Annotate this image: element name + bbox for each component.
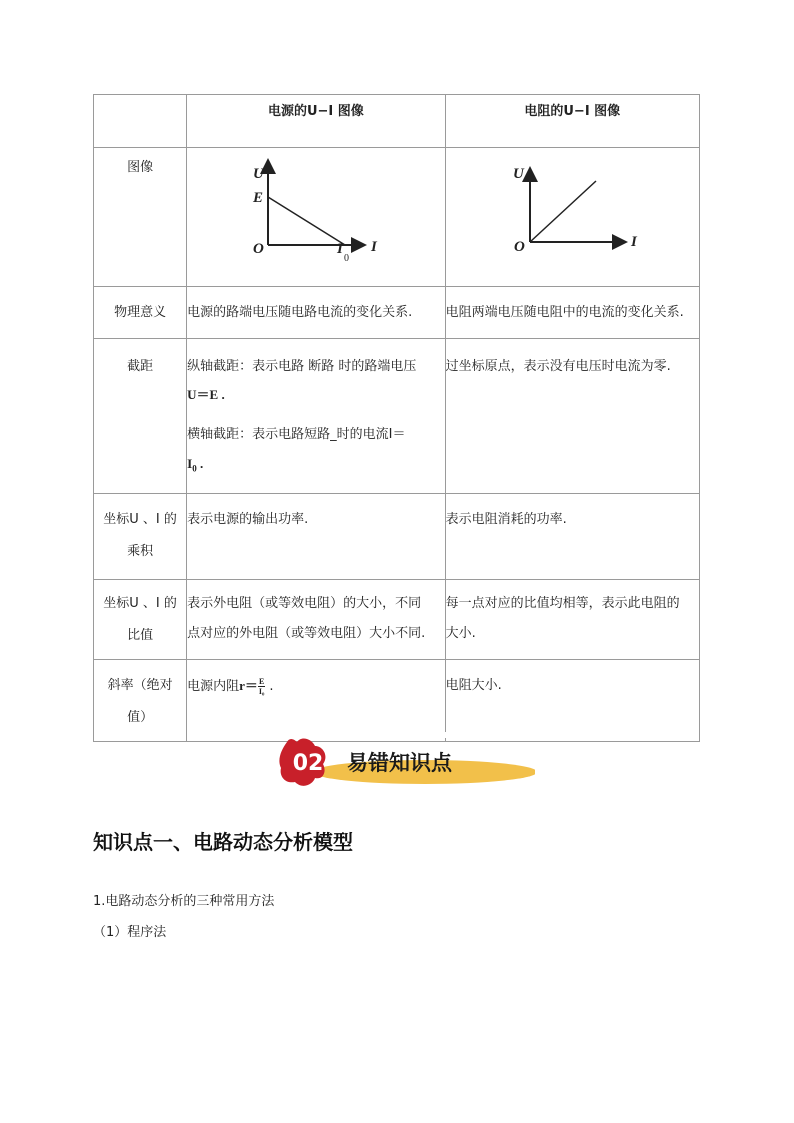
source-ui-graph bbox=[187, 148, 444, 272]
header-power-source: 电源的U−I 图像 bbox=[187, 95, 445, 148]
source-ui-graph-cell bbox=[187, 148, 445, 287]
graph1-origin-label: O bbox=[253, 241, 264, 257]
header-resistor: 电阻的U−I 图像 bbox=[445, 95, 699, 148]
graph2-line bbox=[530, 181, 596, 242]
slope-fraction: $\frac{E}{\text{I₀}}$ bbox=[258, 677, 265, 696]
table-row-ratio bbox=[94, 580, 700, 660]
row-label-slope-line2: 值） bbox=[127, 710, 154, 725]
graph2-origin-label: O bbox=[513, 239, 525, 255]
graph2-i-label: I bbox=[630, 234, 637, 250]
table-row-slope bbox=[94, 660, 700, 742]
ratio-resistor-line1: 每一点对应的比值均相等，表示此电阻的 bbox=[445, 596, 680, 611]
meaning-source: 电源的路端电压随电路电流的变化关系. bbox=[187, 304, 413, 320]
intercept-resistor: 过坐标原点，表示没有电压时电流为零. bbox=[445, 359, 671, 374]
section-banner bbox=[275, 732, 535, 792]
row-label-image: 图像 bbox=[127, 160, 154, 175]
row-label-ratio-line1: 坐标U 、I 的 bbox=[103, 596, 177, 611]
row-label-ratio-line2: 比值 bbox=[127, 628, 154, 643]
banner-title: 易错知识点 bbox=[347, 751, 452, 775]
paragraph-program-method: （1）程序法 bbox=[93, 925, 167, 940]
ratio-source-line1: 表示外电阻（或等效电阻）的大小，不同 bbox=[187, 596, 422, 611]
intercept-source-line4: $I_0$ . bbox=[187, 456, 204, 474]
intercept-source-line3: 横轴截距：表示电路短路_时的电流I＝ bbox=[187, 427, 406, 442]
comparison-table bbox=[93, 94, 700, 742]
section-heading: 知识点一、电路动态分析模型 bbox=[93, 830, 353, 854]
row-label-meaning: 物理意义 bbox=[114, 304, 167, 320]
intercept-source-line2: U＝E . bbox=[187, 387, 225, 402]
row-label-intercept: 截距 bbox=[127, 359, 154, 374]
resistor-ui-graph bbox=[446, 148, 699, 272]
graph1-line bbox=[268, 197, 345, 245]
graph2-u-label: U bbox=[512, 166, 524, 182]
graph1-e-label: E bbox=[253, 190, 264, 206]
ratio-source-line2: 点对应的外电阻（或等效电阻）大小不同. bbox=[187, 626, 426, 641]
table-row-product bbox=[94, 494, 700, 580]
resistor-ui-graph-cell bbox=[445, 148, 699, 287]
paragraph-methods: 1.电路动态分析的三种常用方法 bbox=[93, 894, 275, 909]
slope-source: 电源内阻r＝ $\frac{E}{\text{I₀}}$ . bbox=[187, 677, 274, 696]
meaning-resistor: 电阻两端电压随电阻中的电流的变化关系. bbox=[445, 304, 684, 320]
graph1-i0-label: I bbox=[337, 241, 343, 257]
table-row-meaning bbox=[94, 287, 700, 339]
table-header-row bbox=[94, 95, 700, 148]
product-source: 表示电源的输出功率. bbox=[187, 512, 309, 527]
graph1-i-label: I bbox=[371, 239, 377, 255]
intercept-source-line1: 纵轴截距：表示电路 断路 时的路端电压 bbox=[187, 359, 417, 374]
graph1-u-label: U bbox=[253, 166, 264, 182]
row-label-product-line2: 乘积 bbox=[127, 544, 154, 559]
table-row-image bbox=[94, 148, 700, 287]
row-label-product-line1: 坐标U 、I 的 bbox=[103, 512, 177, 527]
table-row-intercept bbox=[94, 339, 700, 494]
row-label-slope-line1: 斜率（绝对 bbox=[107, 678, 173, 693]
header-cell-empty bbox=[94, 95, 187, 148]
product-resistor: 表示电阻消耗的功率. bbox=[445, 512, 567, 527]
graph1-i0-subscript: 0 bbox=[344, 253, 350, 264]
ratio-resistor-line2: 大小. bbox=[445, 626, 476, 641]
slope-resistor: 电阻大小. bbox=[445, 678, 502, 693]
banner-number: 02 bbox=[292, 751, 324, 776]
